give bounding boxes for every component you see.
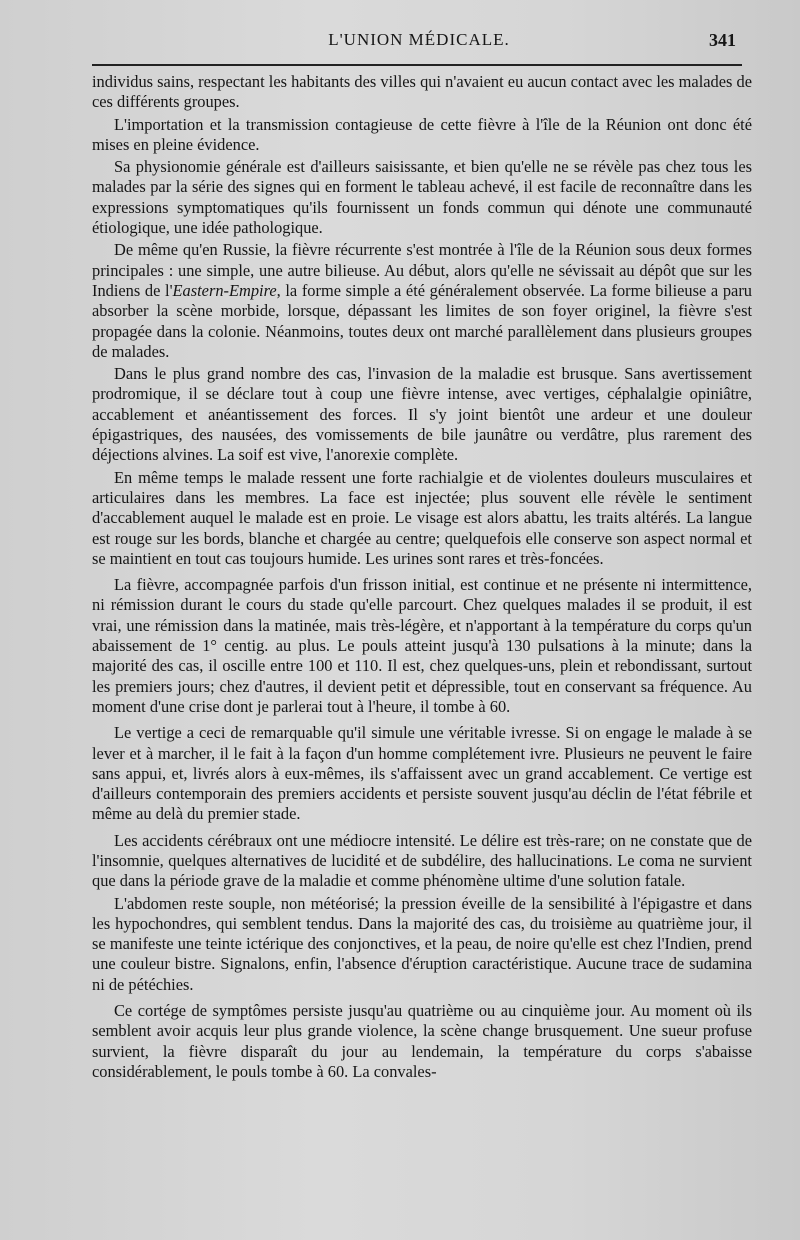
running-title: L'UNION MÉDICALE. xyxy=(328,30,510,49)
body-text xyxy=(92,72,752,1084)
paragraph: Dans le plus grand nombre des cas, l'invasion de la maladie est brusque. Sans avertissement prodromique, il se déclare tout à coup une fièvre intense, avec vertiges, céphalalgie opiniâtre, accablement et anéantissement des forces. Il s'y joint bientôt une ardeur et une douleur épigastriques, des nausées, des vomissements de bile jaunâtre ou verdâtre, plus rarement des déjections alvines. La soif est vive, l'anorexie complète. xyxy=(92,364,752,465)
paragraph: Ce cortége de symptômes persiste jusqu'au quatrième ou au cinquième jour. Au moment où ils semblent avoir acquis leur plus grande violence, la scène change brusquement. Une sueur profuse survient, la fièvre disparaît du jour au lendemain, la température du corps s'abaisse considérablement, le pouls tombe à 60. La convales- xyxy=(92,1001,752,1081)
paragraph: Les accidents cérébraux ont une médiocre intensité. Le délire est très-rare; on ne constate que de l'insomnie, quelques alternatives de lucidité et de subdélire, des hallucinations. Le coma ne survient que dans la période grave de la maladie et comme phénomène ultime d'une solution fatale. xyxy=(92,830,752,891)
ship-name: Eastern-Empire xyxy=(172,280,277,300)
paragraph: L'abdomen reste souple, non météorisé; la pression éveille de la sensibilité à l'épigastre et dans les hypochondres, qui semblent tendus. Dans la majorité des cas, du troisième au quatrième jour, il se manifeste une teinte ictérique des conjonctives, et la peau, de noire qu'elle est chez l'Indien, prend une couleur bistre. Signalons, enfin, l'absence d'éruption caractéristique. Aucune trace de sudamina ni de pétéchies. xyxy=(92,893,752,994)
paragraph-continuation: individus sains, respectant les habitants des villes qui n'avaient eu aucun contact avec les malades de ces différents groupes. xyxy=(92,72,752,112)
paragraph: L'importation et la transmission contagieuse de cette fièvre à l'île de la Réunion ont donc été mises en pleine évidence. xyxy=(92,114,752,154)
paragraph: En même temps le malade ressent une forte rachialgie et de violentes douleurs musculaires et articulaires dans les membres. La face est injectée; plus souvent elle révèle le sentiment d'accablement auquel le malade est en proie. Le visage est alors abattu, les traits altérés. La langue est rouge sur les bords, blanche et chargée au centre; quelquefois elle conserve son aspect normal et se maintient en tout cas toujours humide. Les urines sont rares et très-foncées. xyxy=(92,467,752,568)
paragraph: Le vertige a ceci de remarquable qu'il simule une véritable ivresse. Si on engage le malade à se lever et à marcher, il le fait à la façon d'un homme complétement ivre. Plusieurs ne peuvent le faire sans appui, et, livrés alors à eux-mêmes, ils s'affaissent avec un grand accablement. Ce vertige est d'ailleurs contemporain des premiers accidents et persiste souvent jusqu'au déclin de l'état fébrile et même au delà du premier stade. xyxy=(92,723,752,824)
paragraph: Sa physionomie générale est d'ailleurs saisissante, et bien qu'elle ne se révèle pas chez tous les malades par la série des signes qui en forment le tableau achevé, il est facile de reconnaître dans les expressions symptomatiques qu'ils fournissent un fonds commun qui dénote une communauté étiologique, une idée pathologique. xyxy=(92,157,752,238)
paragraph: De même qu'en Russie, la fièvre récurrente s'est montrée à l'île de la Réunion sous deux formes principales : une simple, une autre bilieuse. Au début, alors qu'elle ne sévissait au dépôt que sur les Indiens de l'Eastern-Empire, la forme simple a été généralement observée. La forme bilieuse a paru absorber la scène morbide, lorsque, dépassant les limites de son foyer originel, la fièvre s'est propagée dans la colonie. Néanmoins, toutes deux ont marché parallèlement dans plusieurs groupes de malades. xyxy=(92,240,752,361)
header-rule xyxy=(92,64,742,66)
page-header xyxy=(94,30,744,54)
page-number: 341 xyxy=(709,30,736,50)
paragraph: La fièvre, accompagnée parfois d'un frisson initial, est continue et ne présente ni intermittence, ni rémission durant le cours du stade qu'elle parcourt. Chez quelques malades il se produit, il est vrai, une rémission dans la matinée, mais très-légère, et n'apportant à la température du corps qu'un abaissement de 1° centig. au plus. Le pouls atteint jusqu'à 130 pulsations à la minute; dans la majorité des cas, il oscille entre 100 et 110. Il est, chez quelques-uns, plein et rebondissant, surtout les premiers jours; chez d'autres, il devient petit et dépressible, tout en conservant sa fréquence. Au moment d'une crise dont je parlerai tout à l'heure, il tombe à 60. xyxy=(92,575,752,716)
